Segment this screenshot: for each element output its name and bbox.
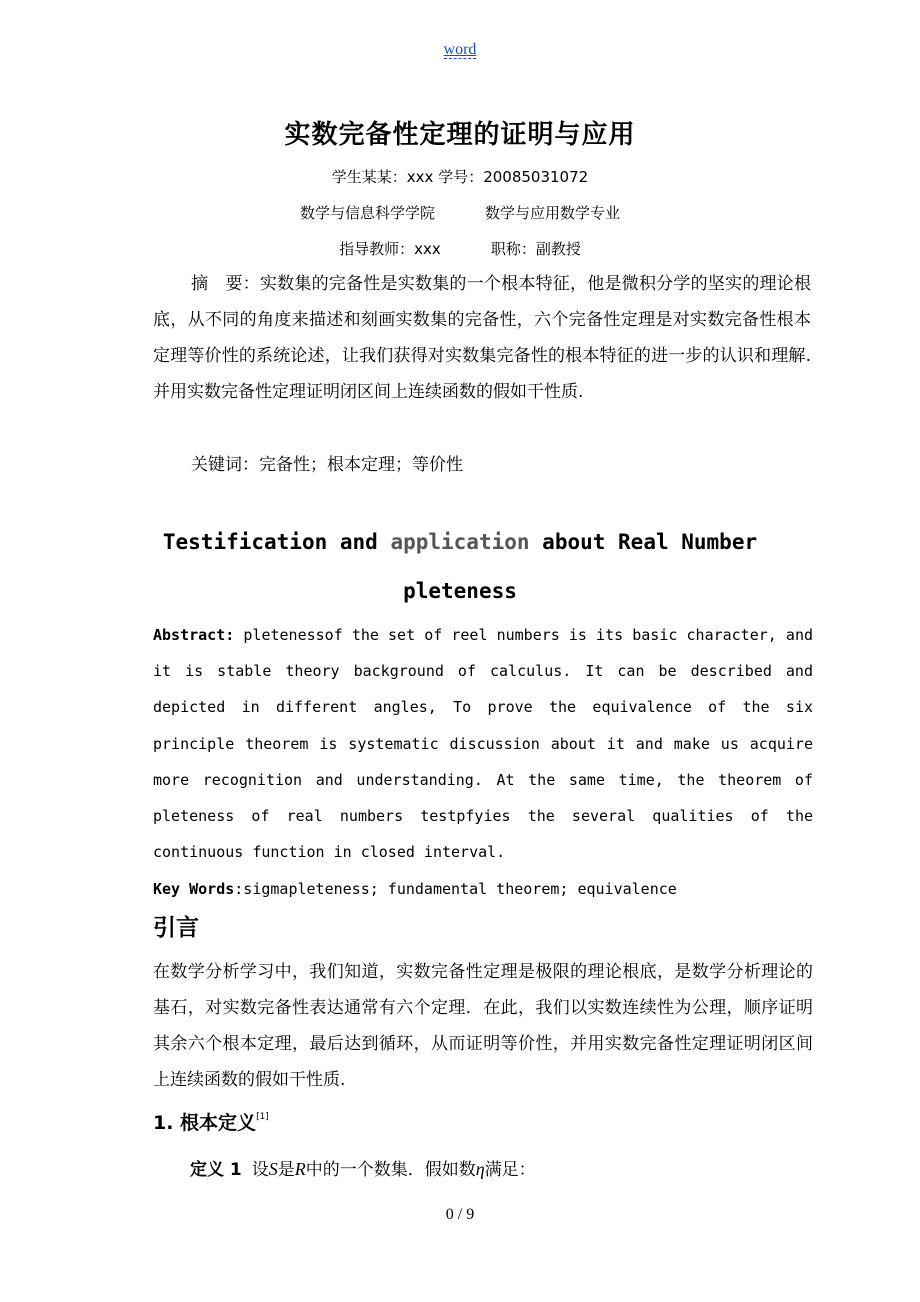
section1-title: 1. 根本定义: [153, 1112, 257, 1134]
symbol-S: S: [268, 1159, 278, 1179]
major: 数学与应用数学专业: [485, 204, 621, 222]
english-title-line1: [0, 530, 920, 554]
intro-heading: 引言: [153, 915, 199, 941]
paper-title: 实数完备性定理的证明与应用: [284, 120, 636, 150]
section1-heading: [153, 1108, 269, 1135]
abstract-cn-text: 实数集的完备性是实数集的一个根本特征，他是微积分学的坚实的理论根底，从不同的角度来描述和刻画实数集的完备性，六个完备性定理是对实数完备性根本定理等价性的系统论述，让我们获得对实数集完备性的根本特征的进一步的认识和理解.并用实数完备性定理证明闭区间上连续函数的假如干性质.: [153, 274, 812, 402]
english-title-part1: Testification and: [162, 530, 391, 554]
english-keywords: [153, 871, 813, 907]
definition-1-label: 定义 1: [190, 1160, 242, 1180]
symbol-eta: η: [475, 1159, 485, 1179]
definition-1-mid1: 是: [277, 1160, 295, 1180]
english-title-part3: about Real Number: [529, 530, 758, 554]
chinese-abstract: [153, 266, 811, 410]
english-abstract: [153, 617, 813, 870]
definition-1: [190, 1155, 536, 1180]
abstract-cn-label: 摘 要：: [191, 274, 260, 294]
definition-1-post: 满足：: [484, 1160, 536, 1180]
college: 数学与信息科学学院: [299, 204, 435, 222]
advisor-rank: 职称：副教授: [490, 240, 581, 258]
english-title-part2: application: [390, 530, 530, 554]
keywords-en-text: :sigmapleteness; fundamental theorem; equivalence: [234, 880, 677, 898]
definition-1-mid2: 中的一个数集．假如数: [305, 1160, 476, 1180]
symbol-R: R: [294, 1159, 306, 1179]
abstract-en-label: Abstract:: [153, 626, 235, 644]
definition-1-pre: 设: [251, 1160, 269, 1180]
advisor: 指导教师：xxx: [339, 240, 441, 258]
header-word-link[interactable]: word: [443, 41, 477, 58]
chinese-keywords: 关键词：完备性；根本定理；等价性: [191, 455, 463, 475]
abstract-en-text: pletenessof the set of reel numbers is its basic character, and it is stable theory background of calculus. It can be described and depicted in different angles, To prove the equivalence of the six principle theorem is systematic discussion about it and make us acquire more recognition and understanding. At the same time, the theorem of pleteness of real numbers testpfyies the several qualities of the continuous function in closed interval.: [153, 626, 813, 862]
page-number: 0 / 9: [445, 1206, 475, 1223]
author-line: 学生某某：xxx 学号：20085031072: [331, 168, 589, 186]
section1-reference[interactable]: [1]: [256, 1112, 269, 1122]
college-major-line: [0, 202, 920, 223]
keywords-en-label: Key Words: [153, 880, 235, 898]
advisor-line: [0, 238, 920, 259]
english-title-line2: pleteness: [403, 579, 517, 603]
intro-paragraph: 在数学分析学习中，我们知道，实数完备性定理是极限的理论根底，是数学分析理论的基石，对实数完备性表达通常有六个定理．在此，我们以实数连续性为公理，顺序证明其余六个根本定理，最后达到循环，从而证明等价性，并用实数完备性定理证明闭区间上连续函数的假如干性质.: [153, 962, 813, 1090]
